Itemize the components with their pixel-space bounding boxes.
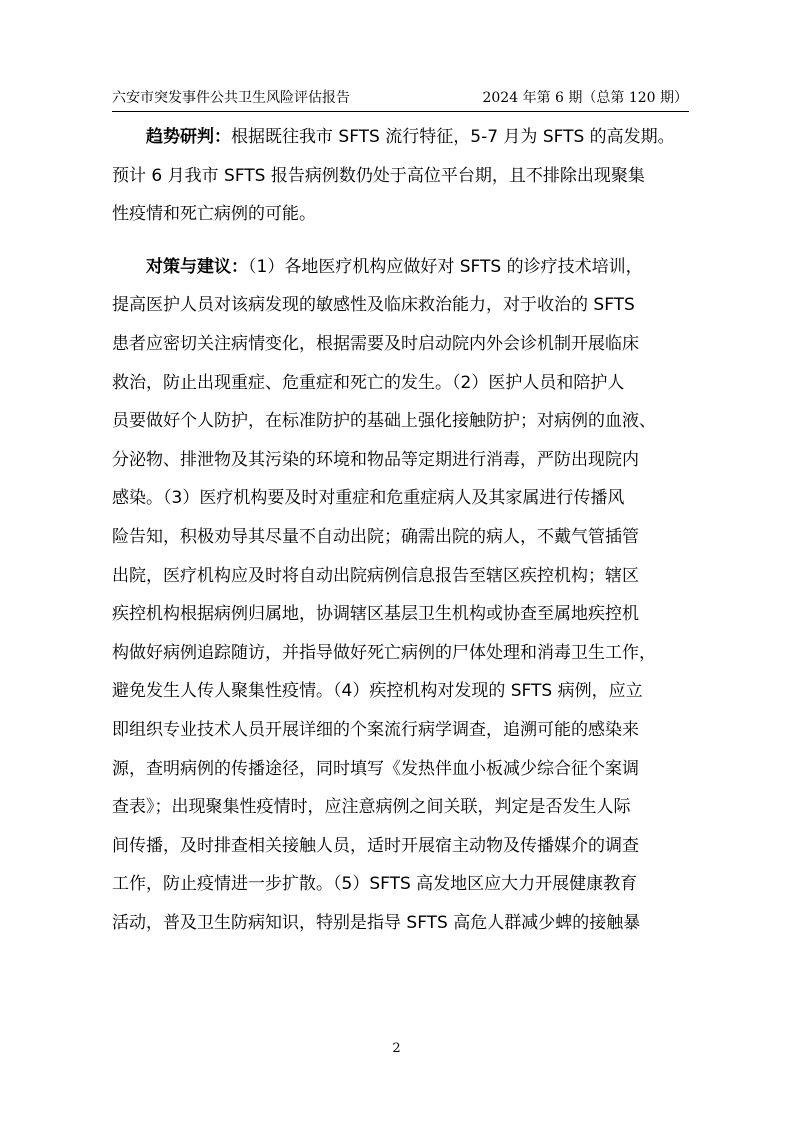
trend-line-3: 性疫情和死亡病例的可能。 xyxy=(112,204,316,225)
advice-line-6: 分泌物、排泄物及其污染的环境和物品等定期进行消毒，严防出现院内 xyxy=(112,449,639,470)
advice-line-14: 源，查明病例的传播途径，同时填写《发热伴血小板减少综合征个案调 xyxy=(112,758,639,779)
advice-line-5: 员要做好个人防护，在标准防护的基础上强化接触防护；对病例的血液、 xyxy=(112,411,656,432)
advice-line-11: 构做好病例追踪随访，并指导做好死亡病例的尸体处理和消毒卫生工作， xyxy=(112,642,656,663)
document-body xyxy=(112,118,688,942)
advice-line-3: 患者应密切关注病情变化，根据需要及时启动院内外会诊机制开展临床 xyxy=(112,333,639,354)
advice-line-7: 感染。（3）医疗机构要及时对重症和危重症病人及其家属进行传播风 xyxy=(112,488,625,509)
advice-line-10: 疾控机构根据病例归属地，协调辖区基层卫生机构或协查至属地疾控机 xyxy=(112,604,639,625)
advice-line-18: 活动，普及卫生防病知识，特别是指导 SFTS 高危人群减少蜱的接触暴 xyxy=(112,912,641,933)
advice-text: （1）各地医疗机构应做好对 SFTS 的诊疗技术培训， xyxy=(248,256,643,277)
advice-line-13: 即组织专业技术人员开展详细的个案流行病学调查，追溯可能的感染来 xyxy=(112,719,639,740)
advice-line-17: 工作，防止疫情进一步扩散。（5）SFTS 高发地区应大力开展健康教育 xyxy=(112,874,638,895)
trend-label: 趋势研判： xyxy=(146,127,231,147)
report-title: 六安市突发事件公共卫生风险评估报告 xyxy=(112,90,350,106)
advice-line-8: 险告知，积极劝导其尽量不自动出院；确需出院的病人，不戴气管插管 xyxy=(112,526,639,547)
page-number: 2 xyxy=(392,1041,401,1056)
trend-text: 根据既往我市 SFTS 流行特征，5-7 月为 SFTS 的高发期。 xyxy=(231,127,675,147)
running-header xyxy=(112,88,688,108)
advice-label: 对策与建议： xyxy=(146,256,248,277)
advice-line-4: 救治，防止出现重症、危重症和死亡的发生。（2）医护人员和陪护人 xyxy=(112,372,625,393)
advice-line-2: 提高医护人员对该病发现的敏感性及临床救治能力，对于收治的 SFTS xyxy=(112,295,635,316)
advice-line-15: 查表》；出现聚集性疫情时，应注意病例之间关联，判定是否发生人际 xyxy=(112,797,631,818)
advice-line-16: 间传播，及时排查相关接触人员，适时开展宿主动物及传播媒介的调查 xyxy=(112,835,639,856)
advice-line-12: 避免发生人传人聚集性疫情。（4）疾控机构对发现的 SFTS 病例，应立 xyxy=(112,681,643,702)
trend-line-1 xyxy=(112,118,688,157)
issue-number: 2024 年第 6 期（总第 120 期） xyxy=(482,90,688,106)
advice-line-1 xyxy=(112,248,688,287)
trend-line-2: 预计 6 月我市 SFTS 报告病例数仍处于高位平台期，且不排除出现聚集 xyxy=(112,165,645,186)
advice-line-9: 出院，医疗机构应及时将自动出院病例信息报告至辖区疾控机构；辖区 xyxy=(112,565,639,586)
header-divider xyxy=(112,111,689,112)
